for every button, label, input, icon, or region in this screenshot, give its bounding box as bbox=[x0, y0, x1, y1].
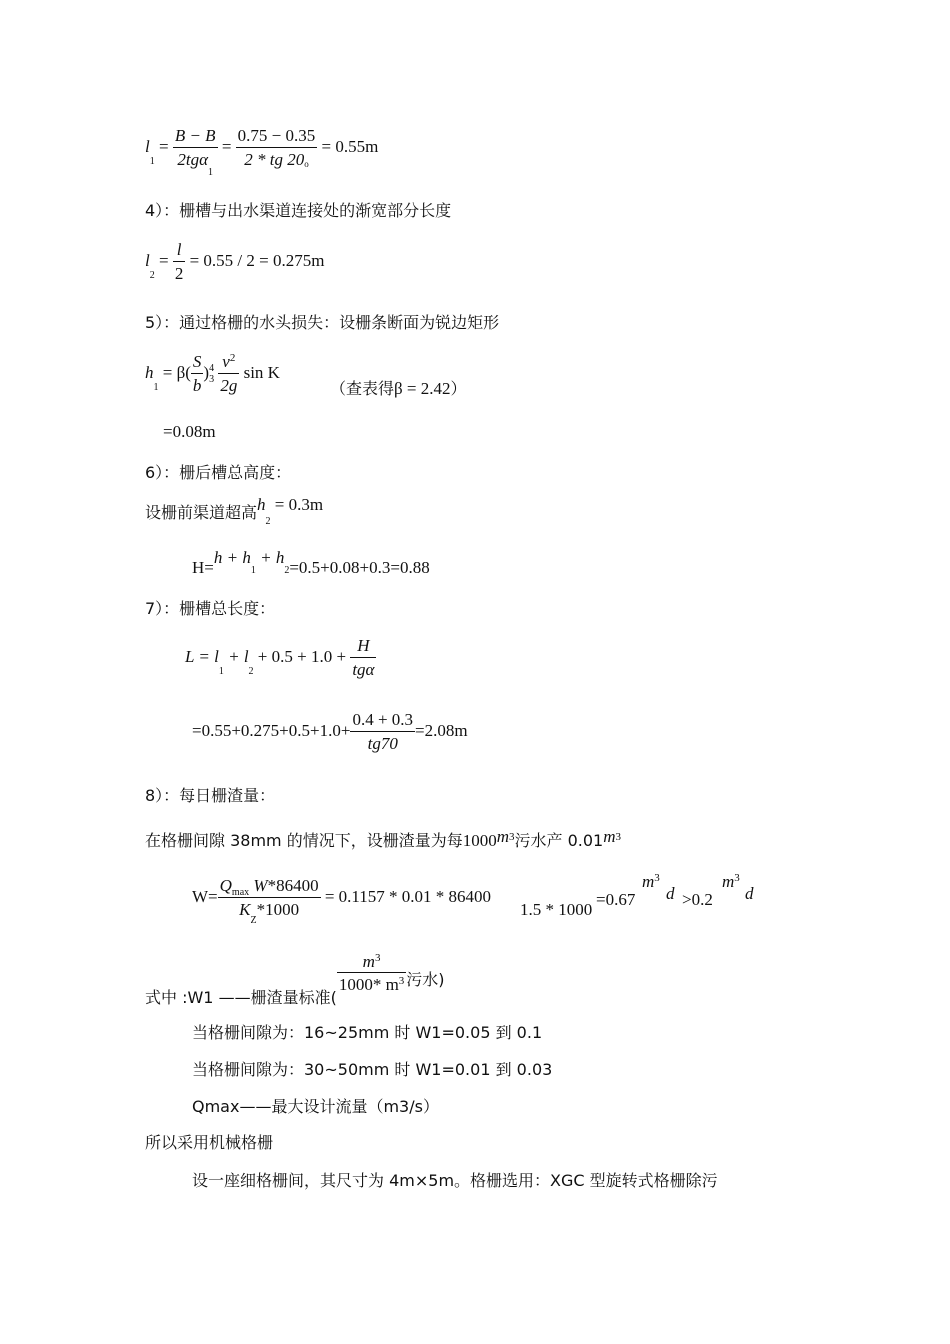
sup: 3 bbox=[374, 952, 381, 964]
prefix: H= bbox=[192, 558, 214, 577]
formula-l1: $l_1$ = $\frac{B - B}{2tg\alpha_1}$ = $\frac{0.75 - 0.35}{2 * tg 20o}$ = 0.55m bbox=[145, 126, 379, 178]
unit-2-d: d bbox=[745, 884, 754, 903]
conclusion: 所以采用机械格栅 bbox=[145, 1133, 274, 1152]
num-rest: *86400 bbox=[267, 876, 319, 895]
rest: + 0.5 + 1.0 + bbox=[253, 646, 347, 666]
frac-num: H bbox=[350, 636, 376, 658]
prefix: W= bbox=[192, 886, 218, 906]
note-line-3: 当格栅间隙为：30~50mm 时 W1=0.01 到 0.03 bbox=[192, 1060, 553, 1079]
result-h1: =0.08m bbox=[163, 422, 216, 441]
sub: 2 bbox=[265, 516, 271, 527]
text: 设栅前渠道超高 bbox=[145, 503, 258, 522]
result: = 0.55m bbox=[321, 136, 379, 156]
unit-1 bbox=[642, 872, 660, 892]
var-v: v bbox=[222, 352, 230, 371]
frac-num: B − B bbox=[173, 126, 218, 148]
lhs: L = l bbox=[185, 646, 219, 666]
sup: 3 bbox=[398, 975, 405, 987]
value: = 0.3m bbox=[270, 495, 324, 514]
section-7: 7）：栅槽总长度： bbox=[145, 599, 276, 618]
var-l: l bbox=[145, 136, 150, 156]
frac-num: 0.4 + 0.3 bbox=[350, 710, 415, 732]
sub: 1 bbox=[208, 167, 214, 178]
note-w1 bbox=[145, 952, 445, 1008]
den-rest: *1000 bbox=[256, 900, 300, 919]
value: 1000 bbox=[462, 831, 497, 850]
unit: m bbox=[603, 827, 616, 846]
unit-1-d: d bbox=[666, 884, 675, 903]
note-value: β = 2.42 bbox=[394, 379, 451, 398]
sup: 3 bbox=[734, 872, 740, 884]
text: 在格栅间隙 38mm 的情况下，设栅渣量为每 bbox=[145, 831, 463, 850]
compare: >0.2 bbox=[682, 890, 713, 909]
sup: 2 bbox=[229, 352, 236, 364]
sub: 1 bbox=[250, 565, 256, 576]
formula-L-value bbox=[192, 710, 468, 754]
result: = 0.55 / 2 = 0.275m bbox=[189, 250, 325, 270]
note-close: ） bbox=[450, 379, 467, 398]
unit: m bbox=[642, 872, 655, 891]
note-open: （查表得 bbox=[330, 379, 395, 398]
sub: 2 bbox=[248, 665, 254, 677]
frac-num: l bbox=[173, 240, 186, 262]
sin-term: sin K bbox=[243, 362, 280, 382]
frac-num: 0.75 − 0.35 bbox=[236, 126, 318, 148]
unit-2 bbox=[722, 872, 740, 892]
expr: h + h bbox=[213, 548, 251, 567]
sub: 1 bbox=[149, 155, 155, 167]
note-line-2: 当格栅间隙为：16~25mm 时 W1=0.05 到 0.1 bbox=[192, 1023, 543, 1042]
unit: m bbox=[362, 952, 375, 971]
label: 式中 :W1 ——栅渣量标准( bbox=[145, 988, 337, 1008]
frac-den: 2 * tg 20 bbox=[244, 150, 305, 169]
exp-den: 3 bbox=[209, 374, 215, 385]
unit: m bbox=[722, 872, 735, 891]
formula-l2: $l_2$ = $\frac{l}{2}$ = 0.55 / 2 = 0.275m bbox=[145, 240, 325, 283]
frac-den: 2g bbox=[220, 376, 238, 395]
unit: m bbox=[496, 827, 509, 846]
frac-den: tg70 bbox=[367, 734, 398, 753]
text: 污水产 0.01 bbox=[514, 831, 604, 850]
line-screening bbox=[145, 828, 621, 851]
sub: Z bbox=[250, 915, 257, 926]
section-4: 4）：栅槽与出水渠道连接处的渐宽部分长度 bbox=[145, 201, 452, 220]
mid: + l bbox=[223, 646, 249, 666]
sub: 1 bbox=[218, 665, 224, 677]
line-h2 bbox=[145, 495, 324, 527]
beta-expr: = β( bbox=[162, 362, 191, 382]
var-K: K bbox=[239, 900, 251, 919]
section-6: 6）：栅后槽总高度： bbox=[145, 463, 292, 482]
formula-W bbox=[192, 876, 492, 926]
note-line-4: Qmax——最大设计流量（m3/s） bbox=[192, 1097, 439, 1116]
unit: 1000* m bbox=[338, 975, 399, 994]
mid: = 0.1157 * 0.01 * 86400 bbox=[324, 886, 492, 906]
sub: 2 bbox=[284, 565, 290, 576]
formula-h1: $h_1 = \beta$( $\frac{S}{b}$ ) 4 3 $\frac{v^2}{2g}$ sin K bbox=[145, 352, 280, 395]
formula-L bbox=[185, 636, 376, 680]
frac-den: 2tgα bbox=[177, 150, 209, 169]
formula-H bbox=[192, 548, 430, 577]
var-Q: Q bbox=[219, 876, 232, 895]
result: =0.5+0.08+0.3=0.88 bbox=[289, 558, 430, 577]
var-l: l bbox=[145, 250, 150, 270]
formula-W-den: 1.5 * 1000 bbox=[520, 900, 593, 919]
sup: 3 bbox=[615, 831, 621, 843]
section-5: 5）：通过格栅的水头损失：设栅条断面为锐边矩形 bbox=[145, 313, 500, 332]
tail: 污水) bbox=[406, 970, 445, 990]
var-h: h bbox=[257, 495, 266, 514]
formula-W-result: =0.67 bbox=[596, 890, 636, 909]
frac-den: b bbox=[192, 376, 202, 395]
exp-num: 4 bbox=[209, 363, 215, 374]
expr: + h bbox=[255, 548, 285, 567]
sub: max bbox=[231, 887, 250, 898]
sup: o bbox=[304, 159, 309, 169]
frac-den: tgα bbox=[352, 660, 375, 679]
sup: 3 bbox=[509, 831, 515, 843]
sub: 2 bbox=[149, 269, 155, 281]
sup: 3 bbox=[654, 872, 660, 884]
last-line: 设一座细格栅间，其尺寸为 4m×5m。格栅选用：XGC 型旋转式格栅除污 bbox=[192, 1171, 718, 1190]
var-W: W bbox=[253, 876, 268, 895]
sub: 1 bbox=[153, 381, 159, 393]
section-8: 8）：每日栅渣量： bbox=[145, 786, 276, 805]
result: =2.08m bbox=[415, 720, 468, 740]
frac-num: S bbox=[191, 352, 204, 374]
frac-den: 2 bbox=[174, 264, 184, 283]
var-h: h bbox=[145, 362, 154, 382]
beta-note bbox=[330, 376, 467, 399]
prefix: =0.55+0.275+0.5+1.0+ bbox=[192, 720, 351, 740]
